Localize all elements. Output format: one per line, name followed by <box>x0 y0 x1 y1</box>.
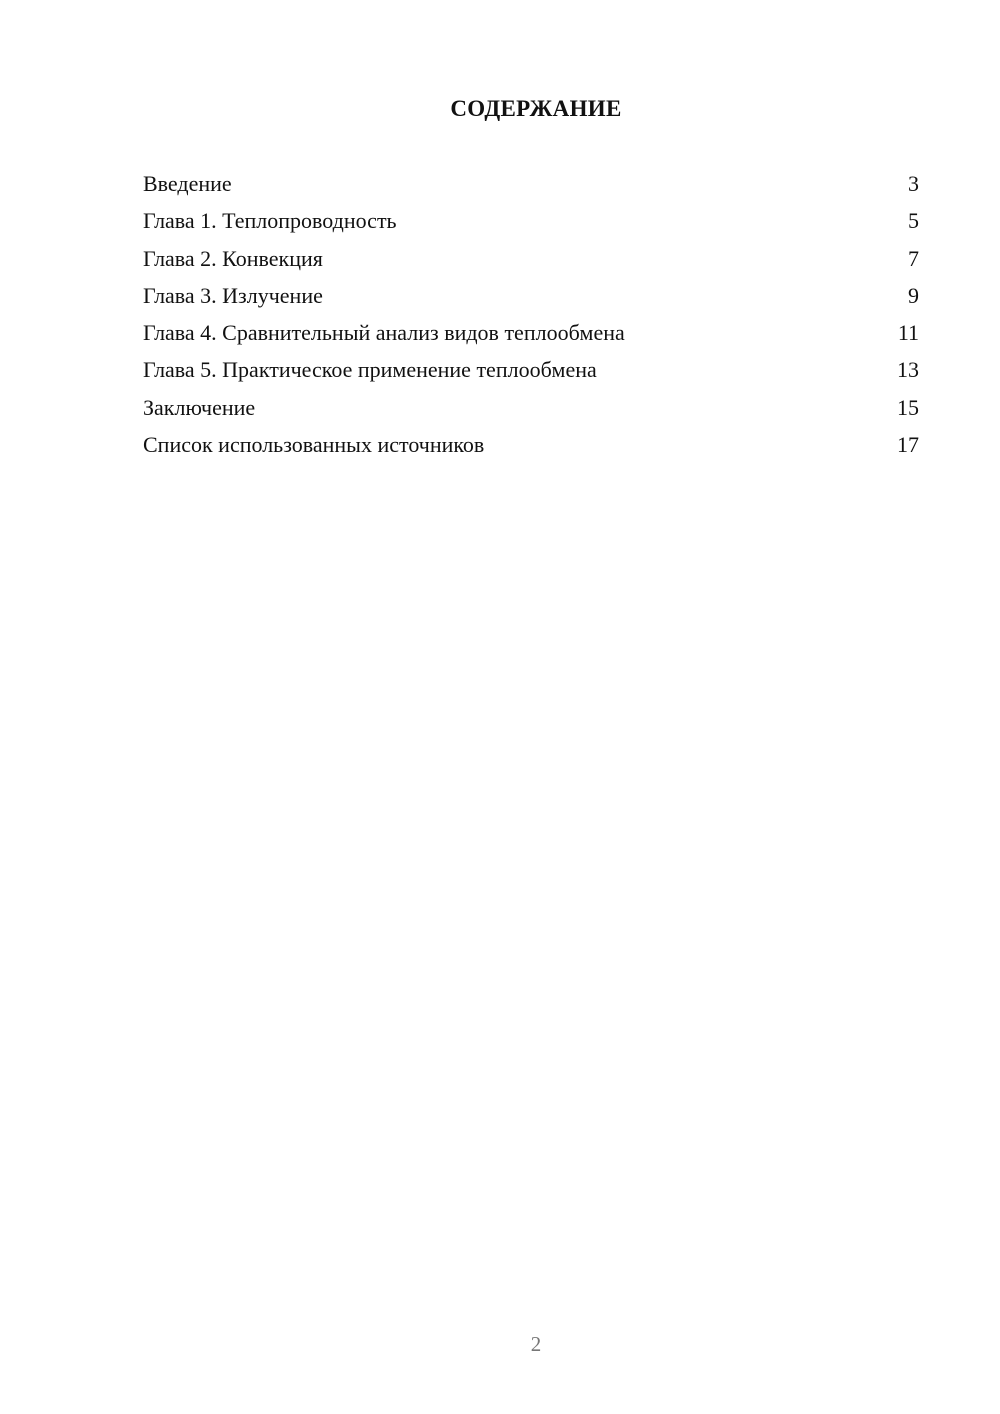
toc-item-chapter-4[interactable] <box>143 318 919 355</box>
page-number: 2 <box>530 1332 542 1356</box>
toc-item-page: 17 <box>897 432 919 458</box>
toc-item-page: 7 <box>908 245 919 271</box>
page-title: СОДЕРЖАНИЕ <box>450 96 622 121</box>
toc-item-label: Список использованных источников <box>143 432 485 458</box>
toc-item-label: Глава 1. Теплопроводность <box>143 208 397 234</box>
toc-item-chapter-3[interactable] <box>143 281 919 318</box>
toc-item-label: Глава 5. Практическое применение теплообмена <box>143 357 597 383</box>
toc-item-introduction[interactable] <box>143 169 919 206</box>
toc-item-page: 3 <box>908 171 919 196</box>
toc-item-conclusion[interactable] <box>143 393 919 430</box>
toc-item-page: 13 <box>897 357 919 383</box>
toc-item-label: Заключение <box>143 394 256 420</box>
toc-item-label: Глава 3. Излучение <box>143 282 323 308</box>
toc-item-label: Глава 4. Сравнительный анализ видов теплообмена <box>143 320 625 346</box>
toc-item-chapter-2[interactable] <box>143 244 919 281</box>
toc-item-chapter-1[interactable] <box>143 206 919 243</box>
toc-item-label: Введение <box>143 171 232 196</box>
table-of-contents <box>143 169 919 467</box>
toc-item-page: 11 <box>897 320 919 346</box>
toc-item-label: Глава 2. Конвекция <box>143 245 323 271</box>
toc-item-page: 9 <box>908 282 919 308</box>
toc-item-chapter-5[interactable] <box>143 355 919 392</box>
toc-item-page: 15 <box>897 394 919 420</box>
toc-item-references[interactable] <box>143 430 919 467</box>
toc-item-page: 5 <box>908 208 919 234</box>
